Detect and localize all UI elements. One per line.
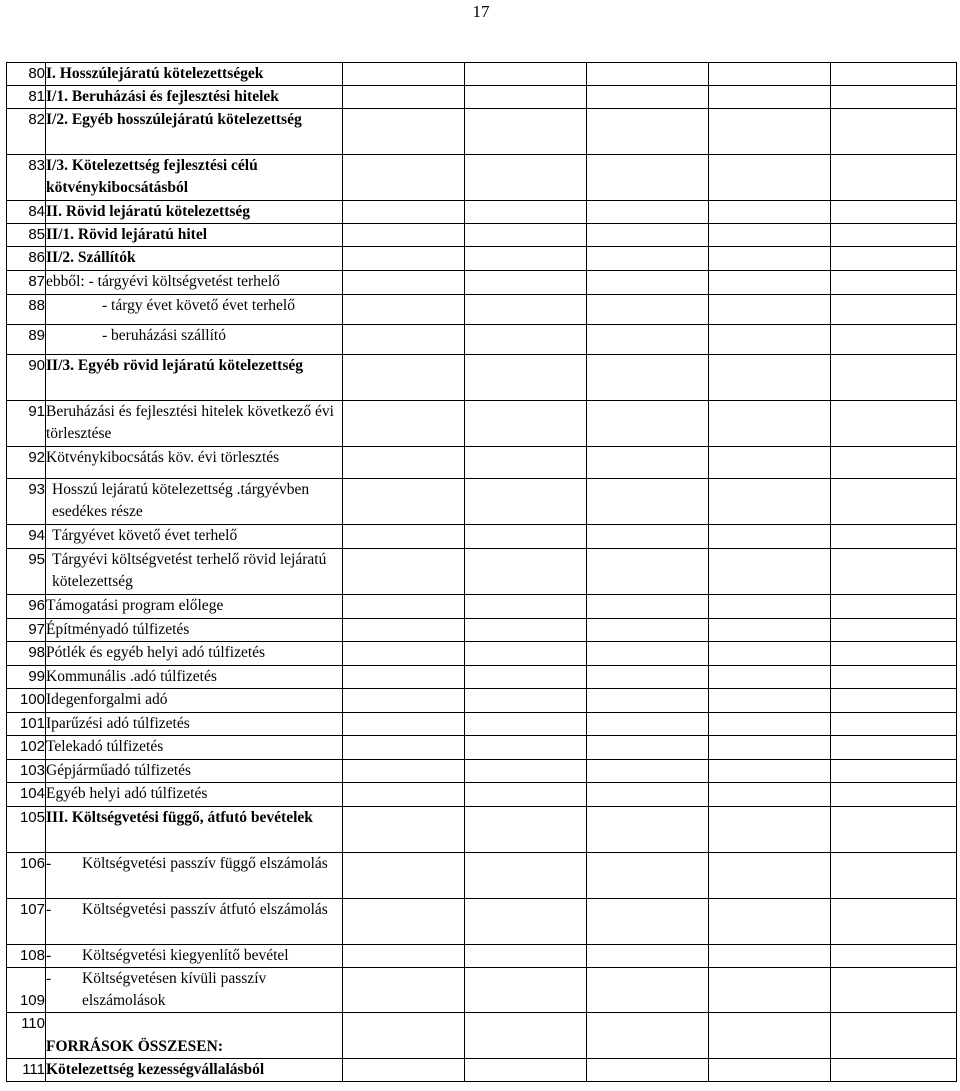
value-cell (465, 1059, 587, 1082)
row-number: 96 (7, 595, 46, 619)
value-cell (709, 247, 831, 271)
value-cell (709, 713, 831, 736)
value-cell (343, 945, 465, 968)
row-number: 100 (7, 689, 46, 713)
value-cell (831, 1059, 957, 1082)
table-row (7, 224, 957, 247)
value-cell (587, 447, 709, 479)
value-cell (465, 666, 587, 689)
value-cell (587, 109, 709, 155)
value-cell (831, 945, 957, 968)
value-cell (587, 295, 709, 325)
row-label: Kötvénykibocsátás köv. évi törlesztés (46, 447, 343, 479)
value-cell (831, 224, 957, 247)
row-number: 104 (7, 783, 46, 807)
value-cell (465, 447, 587, 479)
row-label: Hosszú lejáratú kötelezettség .tárgyévben esedékes része (46, 479, 343, 525)
row-number: 101 (7, 713, 46, 736)
value-cell (343, 1013, 465, 1059)
row-number: 105 (7, 807, 46, 853)
value-cell (831, 447, 957, 479)
value-cell (709, 899, 831, 945)
value-cell (831, 401, 957, 447)
row-number: 107 (7, 899, 46, 945)
row-number: 108 (7, 945, 46, 968)
row-number: 83 (7, 155, 46, 201)
table-row (7, 1059, 957, 1082)
value-cell (709, 549, 831, 595)
value-cell (587, 689, 709, 713)
value-cell (343, 713, 465, 736)
row-number: 81 (7, 86, 46, 109)
value-cell (343, 1059, 465, 1082)
value-cell (831, 736, 957, 760)
value-cell (465, 736, 587, 760)
table-row (7, 549, 957, 595)
table-row (7, 666, 957, 689)
value-cell (831, 853, 957, 899)
value-cell (343, 689, 465, 713)
table-row (7, 642, 957, 666)
row-number: 86 (7, 247, 46, 271)
row-label: Építményadó túlfizetés (46, 619, 343, 642)
value-cell (709, 968, 831, 1013)
row-dash: - (46, 855, 52, 872)
value-cell (343, 853, 465, 899)
value-cell (831, 713, 957, 736)
value-cell (587, 1013, 709, 1059)
value-cell (831, 689, 957, 713)
value-cell (343, 447, 465, 479)
table-row (7, 853, 957, 899)
row-label: I. Hosszúlejáratú kötelezettségek (46, 63, 343, 86)
value-cell (709, 736, 831, 760)
value-cell (587, 760, 709, 783)
value-cell (587, 325, 709, 355)
value-cell (465, 86, 587, 109)
table-row (7, 201, 957, 224)
value-cell (343, 619, 465, 642)
value-cell (587, 899, 709, 945)
value-cell (343, 224, 465, 247)
value-cell (465, 549, 587, 595)
value-cell (465, 713, 587, 736)
row-label (46, 945, 343, 968)
row-number: 94 (7, 525, 46, 549)
row-label: Kötelezettség kezességvállalásból (46, 1059, 343, 1082)
value-cell (587, 619, 709, 642)
value-cell (343, 201, 465, 224)
value-cell (709, 666, 831, 689)
row-label (46, 853, 343, 899)
value-cell (343, 760, 465, 783)
value-cell (709, 689, 831, 713)
value-cell (465, 595, 587, 619)
row-label: Támogatási program előlege (46, 595, 343, 619)
value-cell (465, 945, 587, 968)
value-cell (831, 271, 957, 295)
value-cell (587, 155, 709, 201)
table-row (7, 736, 957, 760)
value-cell (465, 201, 587, 224)
value-cell (465, 689, 587, 713)
page-number: 17 (472, 2, 490, 21)
row-number: 84 (7, 201, 46, 224)
value-cell (709, 525, 831, 549)
row-number: 106 (7, 853, 46, 899)
value-cell (709, 1013, 831, 1059)
row-number: 102 (7, 736, 46, 760)
value-cell (587, 1059, 709, 1082)
value-cell (343, 325, 465, 355)
value-cell (709, 945, 831, 968)
row-label: I/1. Beruházási és fejlesztési hitelek (46, 86, 343, 109)
row-label: Tárgyévi költségvetést terhelő rövid lejáratú kötelezettség (46, 549, 343, 595)
row-number: 99 (7, 666, 46, 689)
value-cell (587, 86, 709, 109)
row-label: Tárgyévet követő évet terhelő (46, 525, 343, 549)
row-label: II/3. Egyéb rövid lejáratú kötelezettség (46, 355, 343, 401)
value-cell (465, 642, 587, 666)
row-label: Egyéb helyi adó túlfizetés (46, 783, 343, 807)
row-label: Gépjárműadó túlfizetés (46, 760, 343, 783)
value-cell (465, 295, 587, 325)
value-cell (831, 760, 957, 783)
value-cell (343, 549, 465, 595)
value-cell (465, 247, 587, 271)
row-number: 95 (7, 549, 46, 595)
row-number: 92 (7, 447, 46, 479)
table-row (7, 899, 957, 945)
row-label: Idegenforgalmi adó (46, 689, 343, 713)
value-cell (343, 401, 465, 447)
value-cell (831, 355, 957, 401)
value-cell (465, 155, 587, 201)
value-cell (709, 63, 831, 86)
value-cell (465, 479, 587, 525)
value-cell (465, 63, 587, 86)
value-cell (709, 853, 831, 899)
value-cell (831, 201, 957, 224)
value-cell (709, 642, 831, 666)
row-label: I/2. Egyéb hosszúlejáratú kötelezettség (46, 109, 343, 155)
row-label: Beruházási és fejlesztési hitelek következő évi törlesztése (46, 401, 343, 447)
row-label: - tárgy évet követő évet terhelő (46, 295, 343, 325)
row-dash: - (46, 901, 52, 918)
value-cell (465, 968, 587, 1013)
value-cell (587, 224, 709, 247)
row-label-text: Költségvetési passzív átfutó elszámolás (82, 901, 328, 918)
value-cell (587, 807, 709, 853)
row-number: 80 (7, 63, 46, 86)
value-cell (587, 783, 709, 807)
value-cell (343, 109, 465, 155)
value-cell (831, 325, 957, 355)
table-row (7, 479, 957, 525)
value-cell (831, 479, 957, 525)
value-cell (587, 968, 709, 1013)
row-number: 110 (7, 1013, 46, 1059)
value-cell (343, 666, 465, 689)
value-cell (465, 760, 587, 783)
table-row (7, 1013, 957, 1059)
value-cell (587, 271, 709, 295)
row-label: Pótlék és egyéb helyi adó túlfizetés (46, 642, 343, 666)
value-cell (465, 224, 587, 247)
value-cell (709, 86, 831, 109)
row-label: I/3. Kötelezettség fejlesztési célú kötvénykibocsátásból (46, 155, 343, 201)
row-label: II/1. Rövid lejáratú hitel (46, 224, 343, 247)
value-cell (831, 968, 957, 1013)
value-cell (709, 760, 831, 783)
value-cell (709, 401, 831, 447)
value-cell (343, 271, 465, 295)
value-cell (465, 401, 587, 447)
value-cell (343, 968, 465, 1013)
value-cell (709, 109, 831, 155)
row-dash: - (46, 947, 52, 964)
value-cell (587, 945, 709, 968)
table-row (7, 271, 957, 295)
table-row (7, 525, 957, 549)
row-number: 103 (7, 760, 46, 783)
row-number: 90 (7, 355, 46, 401)
row-label-text: Költségvetésen kívüli passzív elszámolások (82, 970, 267, 1009)
table-row (7, 63, 957, 86)
value-cell (343, 783, 465, 807)
row-dash: - (46, 970, 52, 987)
value-cell (831, 783, 957, 807)
value-cell (831, 247, 957, 271)
value-cell (587, 853, 709, 899)
value-cell (709, 479, 831, 525)
value-cell (587, 666, 709, 689)
value-cell (831, 899, 957, 945)
value-cell (343, 525, 465, 549)
value-cell (831, 109, 957, 155)
table-row (7, 355, 957, 401)
value-cell (343, 155, 465, 201)
value-cell (587, 247, 709, 271)
value-cell (831, 595, 957, 619)
balance-sheet-table (6, 62, 957, 1082)
value-cell (343, 63, 465, 86)
row-number: 89 (7, 325, 46, 355)
value-cell (465, 109, 587, 155)
value-cell (343, 642, 465, 666)
value-cell (465, 807, 587, 853)
table-row (7, 247, 957, 271)
value-cell (709, 783, 831, 807)
row-label (46, 899, 343, 945)
value-cell (587, 201, 709, 224)
row-label: Telekadó túlfizetés (46, 736, 343, 760)
value-cell (587, 479, 709, 525)
table-row (7, 86, 957, 109)
value-cell (709, 1059, 831, 1082)
table-row (7, 689, 957, 713)
value-cell (587, 595, 709, 619)
row-number: 91 (7, 401, 46, 447)
value-cell (831, 666, 957, 689)
value-cell (343, 86, 465, 109)
value-cell (831, 807, 957, 853)
value-cell (465, 899, 587, 945)
row-number: 87 (7, 271, 46, 295)
row-label: Iparűzési adó túlfizetés (46, 713, 343, 736)
row-label: II. Rövid lejáratú kötelezettség (46, 201, 343, 224)
value-cell (831, 155, 957, 201)
value-cell (343, 595, 465, 619)
table-row (7, 325, 957, 355)
row-number: 82 (7, 109, 46, 155)
row-label-text: Költségvetési passzív függő elszámolás (82, 855, 328, 872)
row-label: III. Költségvetési függő, átfutó bevételek (46, 807, 343, 853)
value-cell (709, 155, 831, 201)
value-cell (709, 295, 831, 325)
table-row (7, 595, 957, 619)
value-cell (465, 325, 587, 355)
value-cell (709, 595, 831, 619)
table-row (7, 713, 957, 736)
value-cell (587, 63, 709, 86)
row-number: 93 (7, 479, 46, 525)
row-number: 85 (7, 224, 46, 247)
value-cell (709, 201, 831, 224)
value-cell (587, 525, 709, 549)
value-cell (465, 783, 587, 807)
value-cell (831, 619, 957, 642)
row-number: 97 (7, 619, 46, 642)
value-cell (465, 525, 587, 549)
table-row (7, 807, 957, 853)
value-cell (343, 295, 465, 325)
value-cell (709, 447, 831, 479)
row-label: Kommunális .adó túlfizetés (46, 666, 343, 689)
value-cell (709, 271, 831, 295)
value-cell (831, 86, 957, 109)
value-cell (587, 642, 709, 666)
row-number: 88 (7, 295, 46, 325)
table-row (7, 945, 957, 968)
row-number: 111 (7, 1059, 46, 1082)
table-row (7, 295, 957, 325)
value-cell (831, 642, 957, 666)
row-number: 98 (7, 642, 46, 666)
table-row (7, 109, 957, 155)
table-row (7, 155, 957, 201)
value-cell (343, 899, 465, 945)
value-cell (465, 271, 587, 295)
value-cell (343, 736, 465, 760)
table-row (7, 783, 957, 807)
row-label: - beruházási szállító (46, 325, 343, 355)
row-label: ebből: - tárgyévi költségvetést terhelő (46, 271, 343, 295)
value-cell (587, 549, 709, 595)
row-label-text: Költségvetési kiegyenlítő bevétel (82, 947, 289, 964)
value-cell (465, 619, 587, 642)
value-cell (587, 736, 709, 760)
value-cell (831, 549, 957, 595)
table-row (7, 619, 957, 642)
row-number: 109 (7, 968, 46, 1013)
value-cell (709, 807, 831, 853)
value-cell (831, 63, 957, 86)
value-cell (343, 479, 465, 525)
row-label: II/2. Szállítók (46, 247, 343, 271)
value-cell (587, 713, 709, 736)
value-cell (465, 355, 587, 401)
value-cell (465, 1013, 587, 1059)
value-cell (587, 355, 709, 401)
row-label (46, 968, 343, 1013)
value-cell (709, 355, 831, 401)
value-cell (465, 853, 587, 899)
value-cell (343, 807, 465, 853)
value-cell (709, 325, 831, 355)
value-cell (587, 401, 709, 447)
table-row (7, 968, 957, 1013)
table-row (7, 401, 957, 447)
value-cell (343, 355, 465, 401)
value-cell (831, 525, 957, 549)
row-label: FORRÁSOK ÖSSZESEN: (46, 1013, 343, 1059)
value-cell (343, 247, 465, 271)
table-row (7, 447, 957, 479)
value-cell (831, 1013, 957, 1059)
value-cell (831, 295, 957, 325)
value-cell (709, 619, 831, 642)
value-cell (709, 224, 831, 247)
table-row (7, 760, 957, 783)
